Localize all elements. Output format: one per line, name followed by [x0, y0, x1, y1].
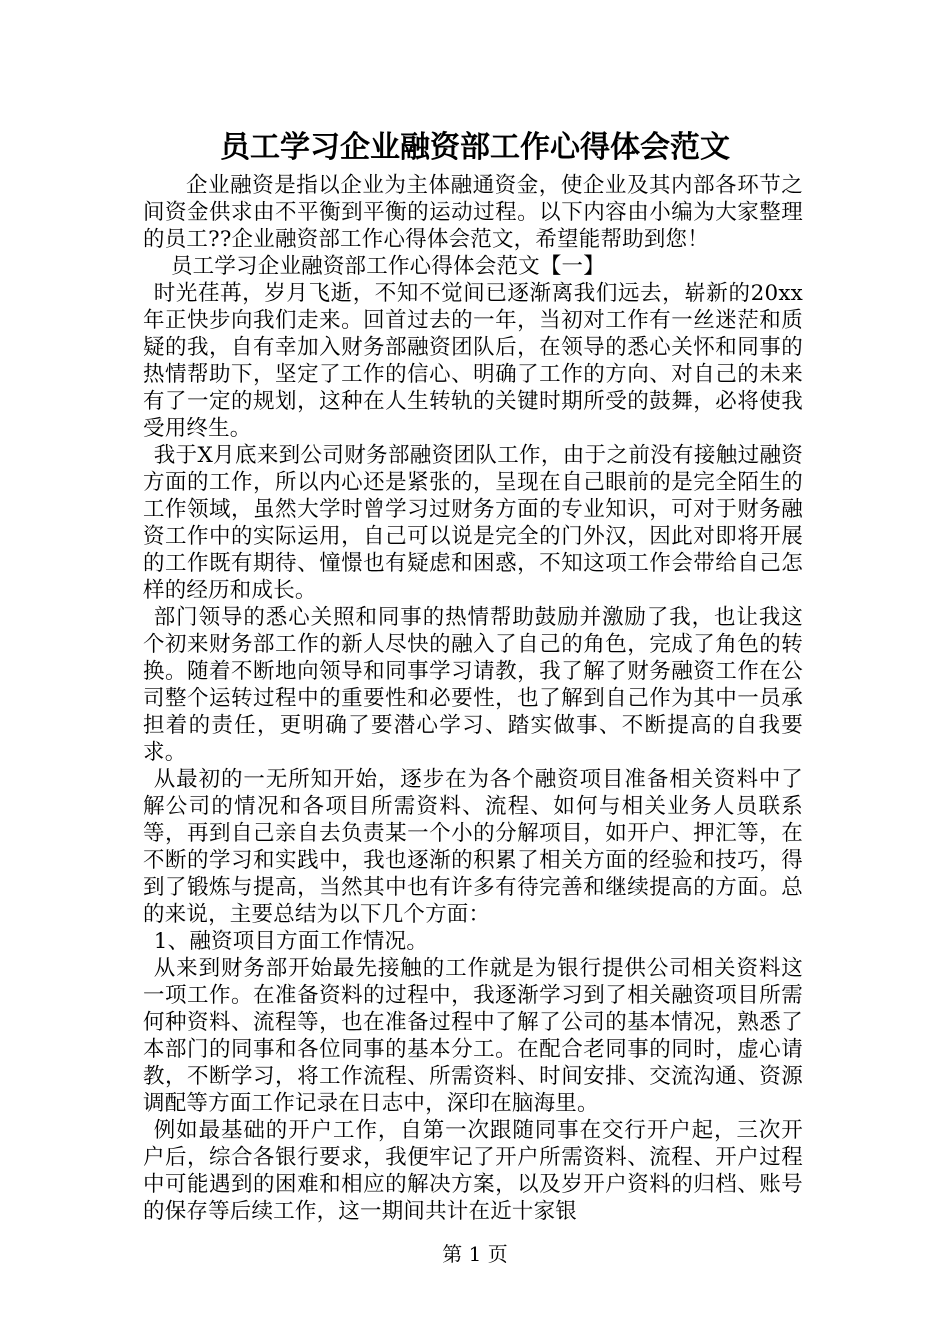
body-paragraph: 例如最基础的开户工作，自第一次跟随同事在交行开户起，三次开户后，综合各银行要求，我便牢记了开户所需资料、流程、开户过程中可能遇到的困难和相应的解决方案，以及岁开户资料的归档、账号的保存等后续工作，这一期间共计在近十家银 [143, 1118, 803, 1224]
body-paragraph: 部门领导的悉心关照和同事的热情帮助鼓励并激励了我，也让我这个初来财务部工作的新人尽快的融入了自己的角色，完成了角色的转换。随着不断地向领导和同事学习请教，我了解了财务融资工作在公司整个运转过程中的重要性和必要性，也了解到自己作为其中一员承担着的责任，更明确了要潜心学习、踏实做事、不断提高的自我要求。 [143, 605, 803, 765]
section-heading: 员工学习企业融资部工作心得体会范文【一】 [170, 254, 605, 279]
body-paragraph: 时光荏苒，岁月飞逝，不知不觉间已逐渐离我们远去，崭新的20xx年正快步向我们走来。回首过去的一年，当初对工作有一丝迷茫和质疑的我，自有幸加入财务部融资团队后，在领导的悉心关怀和同事的热情帮助下，坚定了工作的信心、明确了工作的方向、对自己的未来有了一定的规划，这种在人生转轨的关键时期所受的鼓舞，必将使我受用终生。 [143, 281, 803, 441]
document-body [143, 172, 803, 1225]
document-title: 员工学习企业融资部工作心得体会范文 [220, 130, 730, 165]
intro-paragraph: 企业融资是指以企业为主体融通资金，使企业及其内部各环节之间资金供求由不平衡到平衡的运动过程。以下内容由小编为大家整理的员工??企业融资部工作心得体会范文，希望能帮助到您！ [143, 173, 803, 252]
body-paragraph: 从来到财务部开始最先接触的工作就是为银行提供公司相关资料这一项工作。在准备资料的过程中，我逐渐学习到了相关融资项目所需何种资料、流程等，也在准备过程中了解了公司的基本情况，熟悉了本部门的同事和各位同事的基本分工。在配合老同事的同时，虚心请教，不断学习，将工作流程、所需资料、时间安排、交流沟通、资源调配等方面工作记录在日志中，深印在脑海里。 [143, 956, 803, 1116]
subsection-heading: 1、融资项目方面工作情况。 [153, 929, 429, 954]
body-paragraph: 我于X月底来到公司财务部融资团队工作，由于之前没有接触过融资方面的工作，所以内心还是紧张的，呈现在自己眼前的是完全陌生的工作领域，虽然大学时曾学习过财务方面的专业知识，可对于财务融资工作中的实际运用，自己可以说是完全的门外汉，因此对即将开展的工作既有期待、憧憬也有疑虑和困惑，不知这项工作会带给自己怎样的经历和成长。 [143, 443, 803, 603]
page-number: 第 1 页 [442, 1242, 508, 1266]
body-paragraph: 从最初的一无所知开始，逐步在为各个融资项目准备相关资料中了解公司的情况和各项目所需资料、流程、如何与相关业务人员联系等，再到自己亲自去负责某一个小的分解项目，如开户、押汇等，在不断的学习和实践中，我也逐渐的积累了相关方面的经验和技巧，得到了锻炼与提高，当然其中也有许多有待完善和继续提高的方面。总的来说，主要总结为以下几个方面： [143, 767, 803, 927]
